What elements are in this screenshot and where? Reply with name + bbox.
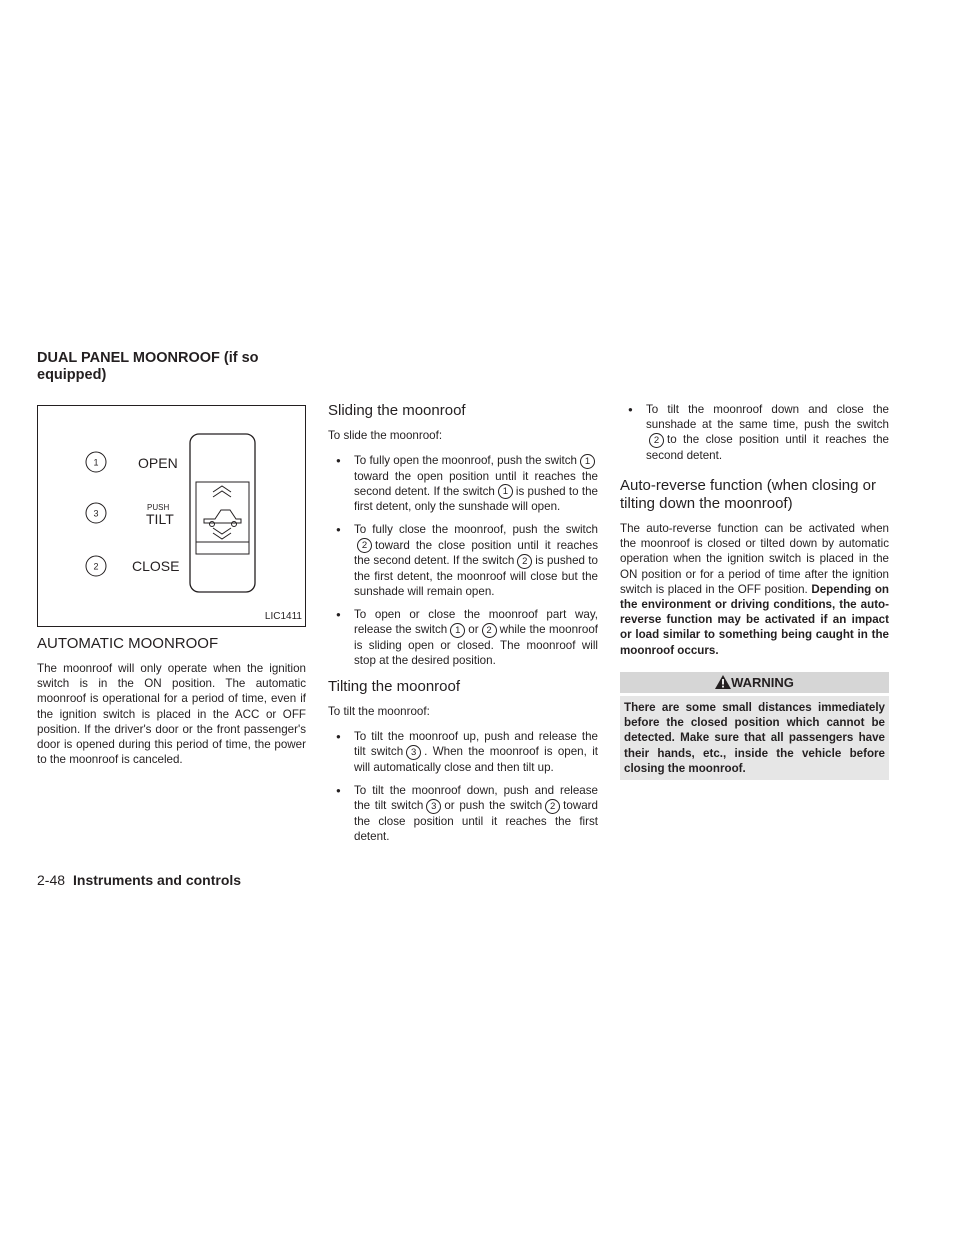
- column-left: [37, 405, 306, 775]
- automatic-heading: AUTOMATIC MOONROOF: [37, 635, 219, 652]
- switch-2-marker: 2: [482, 623, 497, 638]
- sliding-bullet-2: ● To fully close the moonroof, push the switch2 toward the close position until it reaches the second detent. If the switch 2 is pushed to the first detent, the moonroof will close but the sunshade will remain open.: [328, 522, 598, 598]
- autoreverse-bold-text: Depending on the environment or driving conditions, the auto-reverse function may be activated if an impact or load similar to something being caught in the moonroof occurs.: [620, 582, 889, 657]
- switch-3-marker: 3: [406, 745, 421, 760]
- open-label: OPEN: [138, 455, 178, 471]
- tilting-bullet-3: ● To tilt the moonroof down and close the sunshade at the same time, push the switch2 to the close position until it reaches the second detent.: [620, 402, 889, 463]
- callout-2-label: 2: [93, 561, 99, 572]
- column-middle: [328, 402, 598, 852]
- page-footer: [37, 872, 241, 888]
- autoreverse-heading: Auto-reverse function (when closing or tilting down the moonroof): [620, 477, 876, 513]
- switch-diagram: [38, 406, 305, 626]
- switch-1-marker: 1: [498, 484, 513, 499]
- switch-1-marker: 1: [580, 454, 595, 469]
- sliding-bullet-1: ● To fully open the moonroof, push the switch 1toward the open position until it reaches the second detent. If the switch 1 is pushed to the first detent, only the sunshade will open.: [328, 453, 598, 514]
- section-title: DUAL PANEL MOONROOF (if so equipped): [37, 350, 259, 383]
- switch-2-marker: 2: [649, 433, 664, 448]
- callout-3-label: 3: [93, 508, 99, 519]
- sliding-heading: Sliding the moonroof: [328, 402, 466, 419]
- switch-housing: [190, 434, 255, 592]
- sliding-bullet-3: ● To open or close the moonroof part way, release the switch 1 or 2 while the moonroof is sliding open or closed. The moonroof will stop at the desired position.: [328, 607, 598, 668]
- callout-1-label: 1: [93, 457, 99, 468]
- car-icon: [204, 510, 241, 523]
- switch-2-marker: 2: [545, 799, 560, 814]
- switch-1-marker: 1: [450, 623, 465, 638]
- warning-text: There are some small distances immediately before the closed position which cannot be detected. Make sure that all passengers have their hands, etc., inside the vehicle before closing the moonroof.: [620, 696, 889, 780]
- tilt-label: TILT: [146, 511, 174, 527]
- column-right: [620, 402, 889, 780]
- tilting-bullet-2: ● To tilt the moonroof down, push and release the tilt switch 3 or push the switch 2 toward the close position until it reaches the first detent.: [328, 783, 598, 844]
- switch-3-marker: 3: [426, 799, 441, 814]
- chapter-label: Instruments and controls: [73, 872, 242, 888]
- moonroof-switch-figure: [37, 405, 306, 627]
- close-label: CLOSE: [132, 558, 180, 574]
- page-number: 2-48: [37, 872, 66, 888]
- warning-icon: [715, 675, 731, 689]
- push-label: PUSH: [147, 503, 170, 512]
- tilting-intro: To tilt the moonroof:: [328, 705, 430, 719]
- sliding-intro: To slide the moonroof:: [328, 429, 443, 442]
- automatic-text: The moonroof will only operate when the ignition switch is in the ON position. The automatic moonroof is operational for a period of time, even if the ignition switch is placed in the ACC or OFF position. If the driver's door or the front passenger's door is opened during this period of time, the power to the moonroof is canceled.: [37, 662, 306, 767]
- switch-2-marker: 2: [357, 538, 372, 553]
- tilting-bullet-1: ● To tilt the moonroof up, push and release the tilt switch 3 . When the moonroof is open, it will automatically close and then tilt up.: [328, 729, 598, 775]
- autoreverse-text: The auto-reverse function can be activated when the moonroof is closed or tilted down by automatic operation when the ignition switch is placed in the ON position or for a period of time after the ignition switch is placed in the OFF position. Depending on the environment or driving conditions, the auto-reverse function may be activated if an impact or load similar to something being caught in the moonroof occurs.: [620, 522, 889, 657]
- tilt-button: [196, 482, 249, 554]
- warning-title: WARNING: [731, 674, 794, 690]
- figure-code: LIC1411: [264, 610, 302, 622]
- tilting-heading: Tilting the moonroof: [328, 678, 461, 696]
- switch-2-marker: 2: [517, 554, 532, 569]
- warning-header: [620, 672, 889, 693]
